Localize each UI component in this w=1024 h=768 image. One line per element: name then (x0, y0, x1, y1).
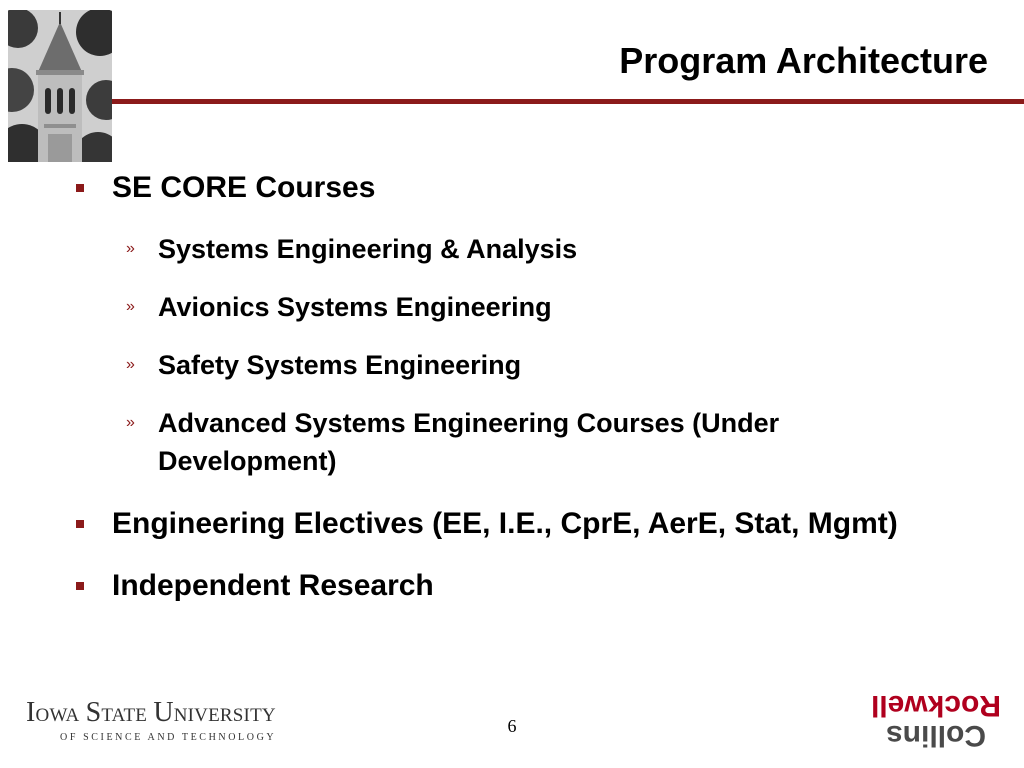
sponsor-line-rockwell: Rockwell (870, 689, 1002, 722)
bullet-text: Engineering Electives (EE, I.E., CprE, AerE, Stat, Mgmt) (112, 507, 898, 540)
sub-bullet-text: Safety Systems Engineering (158, 350, 522, 380)
double-chevron-icon: » (126, 356, 135, 373)
university-subtitle: OF SCIENCE AND TECHNOLOGY (60, 732, 277, 743)
square-bullet-icon (76, 520, 84, 528)
bullet-se-core (0, 168, 1024, 208)
clock-tower-photo (8, 10, 112, 162)
page-number: 6 (507, 716, 517, 736)
university-name: IOWA STATE UNIVERSITY (26, 697, 276, 728)
double-chevron-icon: » (126, 240, 135, 257)
sub-bullet-text: Avionics Systems Engineering (158, 292, 552, 322)
bullet-text: Independent Research (112, 569, 434, 602)
university-logo (26, 697, 346, 745)
sub-bullet-text: Systems Engineering & Analysis (158, 234, 578, 264)
title-divider (112, 99, 1024, 104)
sponsor-line-collins: Collins (886, 719, 987, 752)
bullet-research (0, 566, 1024, 606)
double-chevron-icon: » (126, 414, 135, 431)
rockwell-collins-logo (866, 690, 1006, 750)
sub-bullet-item (0, 230, 1024, 268)
bullet-electives (0, 504, 1024, 544)
bullet-text: SE CORE Courses (112, 171, 376, 204)
sub-bullet-item (0, 346, 1024, 384)
slide-title: Program Architecture (619, 40, 988, 81)
bullet-list (0, 168, 1024, 606)
sub-bullet-item (0, 404, 1024, 480)
double-chevron-icon: » (126, 298, 135, 315)
sub-bullet-text: Advanced Systems Engineering Courses (Under Development) (158, 408, 780, 476)
square-bullet-icon (76, 184, 84, 192)
sub-bullet-item (0, 288, 1024, 326)
square-bullet-icon (76, 582, 84, 590)
